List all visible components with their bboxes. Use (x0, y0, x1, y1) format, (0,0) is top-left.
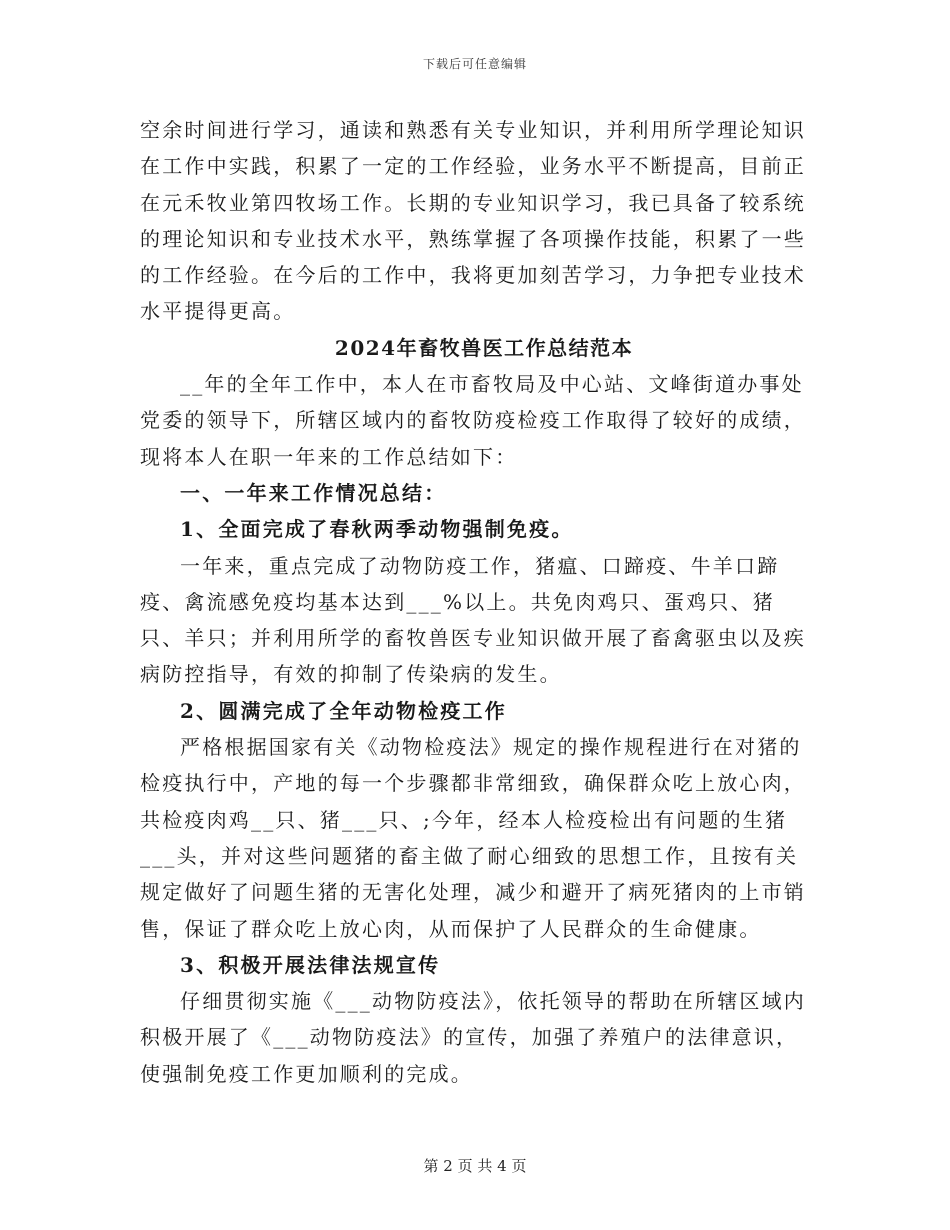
item2-paragraph: 严格根据国家有关《动物检疫法》规定的操作规程进行在对猪的检疫执行中，产地的每一个步骤都非常细致，确保群众吃上放心肉，共检疫肉鸡__只、猪___只、;今年，经本人检疫检出有问题的生猪___头，并对这些问题猪的畜主做了耐心细致的思想工作，且按有关规定做好了问题生猪的无害化处理，减少和避开了病死猪肉的上市销售，保证了群众吃上放心肉，从而保护了人民群众的生命健康。 (140, 735, 806, 941)
item3-heading: 3、积极开展法律法规宣传 (180, 952, 441, 977)
intro-paragraph: 空余时间进行学习，通读和熟悉有关专业知识，并利用所学理论知识在工作中实践，积累了一定的工作经验，业务水平不断提高，目前正在元禾牧业第四牧场工作。长期的专业知识学习，我已具备了较系统的理论知识和专业技术水平，熟练掌握了各项操作技能，积累了一些的工作经验。在今后的工作中，我将更加刻苦学习，力争把专业技术水平提得更高。 (140, 118, 806, 324)
section-heading: 一、一年来工作情况总结： (180, 480, 447, 505)
item2-heading: 2、圆满完成了全年动物检疫工作 (180, 698, 507, 723)
item1-paragraph: 一年来，重点完成了动物防疫工作，猪瘟、口蹄疫、牛羊口蹄疫、禽流感免疫均基本达到___%以上。共免肉鸡只、蛋鸡只、猪只、羊只；并利用所学的畜牧兽医专业知识做开展了畜禽驱虫以及疾病防控指导，有效的抑制了传染病的发生。 (140, 553, 806, 687)
item3-paragraph: 仔细贯彻实施《___动物防疫法》，依托领导的帮助在所辖区域内积极开展了《___动物防疫法》的宣传，加强了养殖户的法律意识，使强制免疫工作更加顺利的完成。 (140, 989, 806, 1086)
page-header: 下载后可任意编辑 (422, 57, 527, 71)
item1-heading: 1、全面完成了春秋两季动物强制免疫。 (180, 517, 574, 542)
document-title: 2024年畜牧兽医工作总结范本 (334, 335, 634, 360)
page-footer: 第 2 页 共 4 页 (423, 1157, 527, 1175)
document-body (140, 112, 818, 1092)
opening-paragraph: __年的全年工作中，本人在市畜牧局及中心站、文峰街道办事处党委的领导下，所辖区域内的畜牧防疫检疫工作取得了较好的成绩，现将本人在职一年来的工作总结如下： (140, 372, 806, 469)
